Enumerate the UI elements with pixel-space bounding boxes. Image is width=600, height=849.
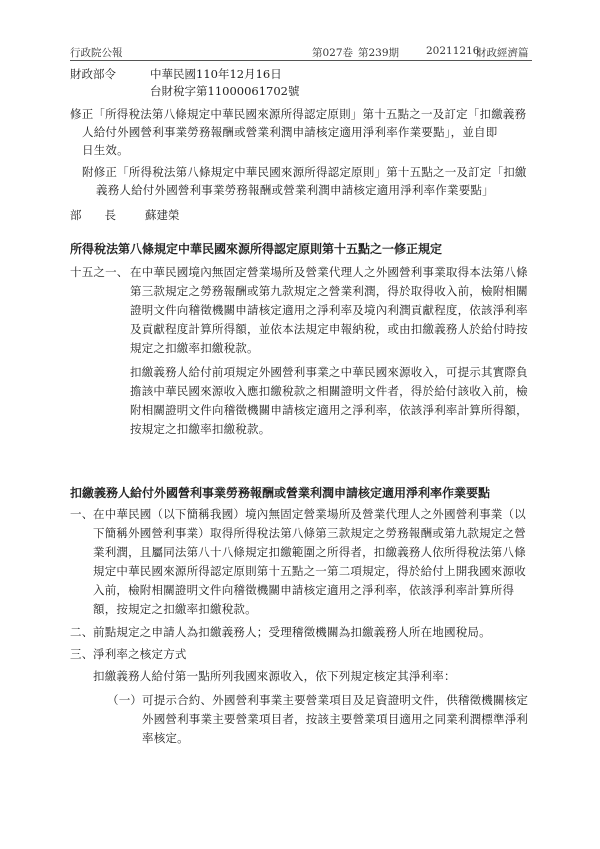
amendment-line: 日生效。	[82, 143, 129, 157]
item2-text: 前點規定之申請人為扣繳義務人；受理稽徵機關為扣繳義務人所在地國稅局。	[93, 625, 491, 639]
section1-label: 十五之一、	[70, 265, 129, 279]
section1-p2-line: 附相關證明文件向稽徵機關申請核定適用之淨利率，依該淨利率計算所得額，	[130, 403, 528, 417]
section1-p1-line: 及貢獻程度計算所得額，並依本法規定申報納稅，或由扣繳義務人於給付時按	[130, 322, 528, 336]
item3-label: 三、	[70, 647, 94, 661]
item1-line: 業利潤，且屬同法第八十八條規定扣繳範圍之所得者，扣繳義務人依所得稅法第八條	[93, 545, 526, 559]
order-number: 台財稅字第11000061702號	[150, 84, 300, 98]
item1-line: 入前，檢附相關證明文件向稽徵機關申請核定適用之淨利率，依該淨利率計算所得	[93, 583, 515, 597]
item3-intro: 扣繳義務人給付第一點所列我國來源收入，依下列規定核定其淨利率：	[93, 669, 456, 683]
amendment-line: 修正「所得稅法第八條規定中華民國來源所得認定原則」第十五點之一及訂定「扣繳義務	[70, 107, 527, 121]
section1-p1-line: 在中華民國境內無固定營業場所及營業代理人之外國營利事業取得本法第八條	[130, 265, 528, 279]
amendment-line: 人給付外國營利事業勞務報酬或營業利潤申請核定適用淨利率作業要點」，並自即	[82, 125, 498, 139]
item1-line: 規定中華民國來源所得認定原則第十五點之一第二項規定，得於給付上開我國來源收	[93, 564, 526, 578]
section1-p1-line: 第三款規定之勞務報酬或第九款規定之營業利潤，得於取得收入前，檢附相關	[130, 284, 528, 298]
publish-date: 20211216	[426, 45, 480, 57]
attachment-line: 附修正「所得稅法第八條規定中華民國來源所得認定原則」第十五點之一及訂定「扣繳	[82, 165, 527, 179]
item1-line: 額，按規定之扣繳率扣繳稅款。	[93, 602, 257, 616]
sub1-label: （一）	[107, 693, 143, 707]
section1-p2-line: 擔該中華民國來源收入應扣繳稅款之相關證明文件者，得於給付該收入前，檢	[130, 384, 528, 398]
item2-label: 二、	[70, 625, 94, 639]
sub1-line: 可提示合約、外國營利事業主要營業項目及足資證明文件，供稽徵機關核定	[142, 693, 529, 707]
sub1-line: 率核定。	[142, 731, 189, 745]
attachment-line: 義務人給付外國營利事業勞務報酬或營業利潤申請核定適用淨利率作業要點」	[96, 183, 494, 197]
issue-number: 第239期	[358, 47, 400, 59]
order-date: 中華民國110年12月16日	[150, 67, 282, 81]
section2-title: 扣繳義務人給付外國營利事業勞務報酬或營業利潤申請核定適用淨利率作業要點	[70, 486, 491, 500]
section-name: 財政經濟篇	[476, 47, 529, 59]
item1-label: 一、	[70, 507, 94, 521]
section1-p2-line: 扣繳義務人給付前項規定外國營利事業之中華民國來源收入，可提示其實際負	[130, 365, 528, 379]
section1-p1-line: 規定之扣繳率扣繳稅款。	[130, 341, 259, 355]
item1-line: 在中華民國（以下簡稱我國）境內無固定營業場所及營業代理人之外國營利事業（以	[93, 507, 526, 521]
minister-name: 蘇建榮	[145, 208, 180, 222]
section1-title: 所得稅法第八條規定中華民國來源所得認定原則第十五點之一修正規定	[70, 242, 443, 256]
section1-p1-line: 證明文件向稽徵機關申請核定適用之淨利率及境內利潤貢獻程度，依該淨利率	[130, 303, 528, 317]
minister-title: 部 長	[70, 208, 116, 222]
header-rule	[70, 60, 532, 61]
item3-text: 淨利率之核定方式	[93, 647, 187, 661]
volume-number: 第027卷	[312, 47, 354, 59]
item1-line: 下簡稱外國營利事業）取得所得稅法第八條第三款規定之勞務報酬或第九款規定之營	[93, 526, 526, 540]
section1-p2-line: 按規定之扣繳率扣繳稅款。	[130, 422, 271, 436]
order-issuer: 財政部令	[70, 67, 116, 81]
gazette-name: 行政院公報	[70, 47, 123, 59]
sub1-line: 外國營利事業主要營業項目者，按該主要營業項目適用之同業利潤標準淨利	[142, 712, 529, 726]
